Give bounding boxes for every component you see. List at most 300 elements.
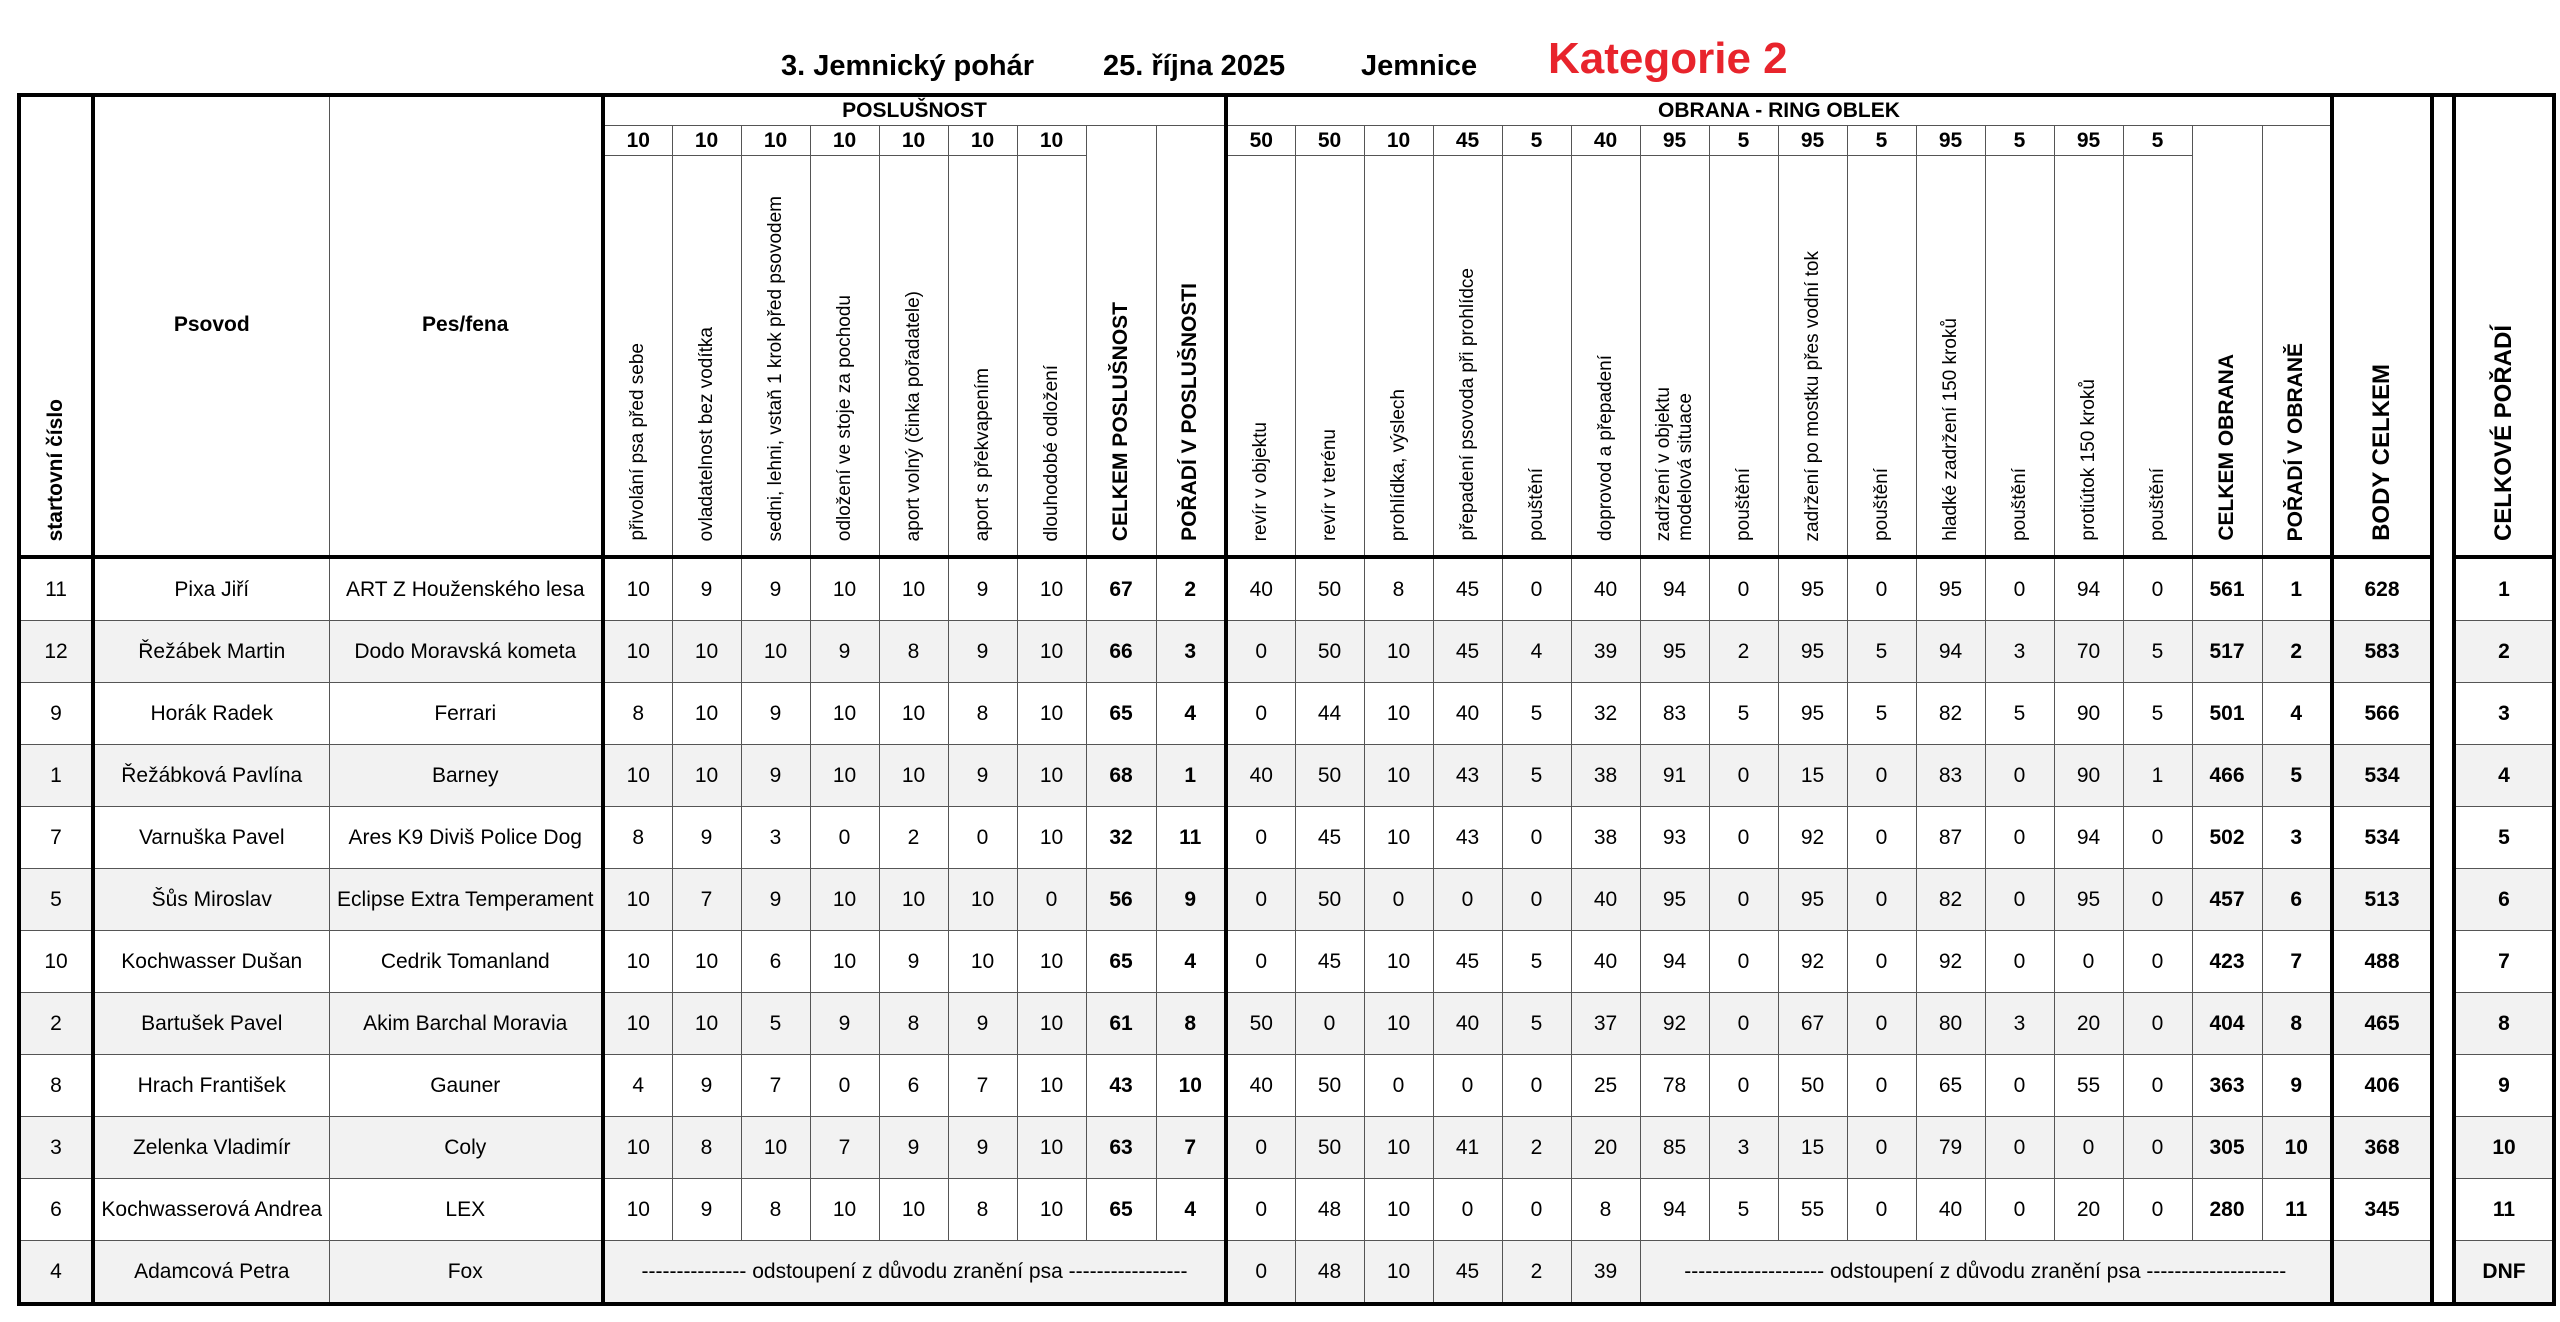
obedience-score: 8 bbox=[603, 683, 672, 745]
protection-score: 10 bbox=[1364, 1241, 1433, 1305]
protection-score: 43 bbox=[1433, 807, 1502, 869]
protection-score: 38 bbox=[1571, 807, 1640, 869]
obedience-exercise-label: dlouhodobé odložení bbox=[1040, 364, 1062, 541]
protection-score: 0 bbox=[1709, 1055, 1778, 1117]
protection-score: 0 bbox=[1709, 993, 1778, 1055]
protection-rank-header bbox=[2262, 126, 2332, 558]
protection-score: 0 bbox=[2123, 993, 2192, 1055]
obedience-score: 3 bbox=[741, 807, 810, 869]
obedience-score: 10 bbox=[879, 1179, 948, 1241]
obedience-score: 10 bbox=[603, 869, 672, 931]
protection-score: 0 bbox=[1433, 1055, 1502, 1117]
protection-score: 0 bbox=[1847, 869, 1916, 931]
protection-exercise-header bbox=[1571, 156, 1640, 558]
obedience-score: 9 bbox=[672, 557, 741, 621]
total-points bbox=[2332, 1241, 2432, 1305]
total-points-label: BODY CELKEM bbox=[2368, 364, 2395, 541]
protection-score: 10 bbox=[1364, 1179, 1433, 1241]
protection-rank: 5 bbox=[2262, 745, 2332, 807]
obedience-score: 10 bbox=[879, 745, 948, 807]
obedience-score: 10 bbox=[1017, 557, 1086, 621]
obedience-score: 8 bbox=[672, 1117, 741, 1179]
protection-score: 50 bbox=[1295, 557, 1364, 621]
protection-score: 65 bbox=[1916, 1055, 1985, 1117]
protection-score: 95 bbox=[1778, 683, 1847, 745]
protection-rank: 3 bbox=[2262, 807, 2332, 869]
protection-score: 0 bbox=[2123, 557, 2192, 621]
obedience-score: 10 bbox=[1017, 621, 1086, 683]
start-number: 12 bbox=[19, 621, 93, 683]
obedience-score: 5 bbox=[741, 993, 810, 1055]
obedience-exercise-header bbox=[948, 156, 1017, 558]
protection-exercise-label: prohlídka, výslech bbox=[1387, 388, 1409, 541]
obedience-score: 10 bbox=[810, 869, 879, 931]
obedience-score: 10 bbox=[603, 931, 672, 993]
obedience-max: 10 bbox=[948, 126, 1017, 156]
protection-exercise-label-line2: modelová situace bbox=[1674, 393, 1696, 541]
protection-score: 0 bbox=[1502, 1179, 1571, 1241]
obedience-score: 8 bbox=[948, 1179, 1017, 1241]
protection-exercise-label: revír v terénu bbox=[1318, 429, 1340, 541]
group-obedience: POSLUŠNOST bbox=[603, 95, 1226, 126]
protection-exercise-label: pouštění bbox=[2146, 468, 2168, 541]
start-number: 9 bbox=[19, 683, 93, 745]
protection-score: 0 bbox=[1985, 745, 2054, 807]
protection-score: 50 bbox=[1295, 621, 1364, 683]
gap-cell bbox=[2432, 931, 2454, 993]
protection-max: 50 bbox=[1226, 126, 1295, 156]
obedience-score: 9 bbox=[948, 745, 1017, 807]
obedience-score: 10 bbox=[672, 621, 741, 683]
obedience-exercise-header bbox=[879, 156, 948, 558]
protection-score: 0 bbox=[1709, 745, 1778, 807]
protection-score: 0 bbox=[2123, 931, 2192, 993]
overall-rank: 4 bbox=[2454, 745, 2554, 807]
protection-exercise-header bbox=[2054, 156, 2123, 558]
table-row bbox=[19, 993, 2554, 1055]
protection-score: 44 bbox=[1295, 683, 1364, 745]
protection-score: 79 bbox=[1916, 1117, 1985, 1179]
protection-max: 50 bbox=[1295, 126, 1364, 156]
protection-score: 0 bbox=[1433, 869, 1502, 931]
obedience-total-header bbox=[1086, 126, 1156, 558]
protection-score: 1 bbox=[2123, 745, 2192, 807]
protection-score: 10 bbox=[1364, 931, 1433, 993]
protection-rank: 4 bbox=[2262, 683, 2332, 745]
obedience-score: 10 bbox=[1017, 993, 1086, 1055]
protection-exercise-header bbox=[1502, 156, 1571, 558]
obedience-score: 7 bbox=[948, 1055, 1017, 1117]
protection-score: 32 bbox=[1571, 683, 1640, 745]
protection-score: 0 bbox=[2123, 1117, 2192, 1179]
protection-score: 95 bbox=[1778, 621, 1847, 683]
protection-total: 404 bbox=[2192, 993, 2262, 1055]
total-points: 406 bbox=[2332, 1055, 2432, 1117]
obedience-score: 10 bbox=[1017, 807, 1086, 869]
event-place: Jemnice bbox=[1361, 50, 1478, 82]
protection-score: 0 bbox=[1847, 1117, 1916, 1179]
protection-score: 0 bbox=[1847, 557, 1916, 621]
obedience-score: 0 bbox=[810, 807, 879, 869]
protection-score: 0 bbox=[1709, 807, 1778, 869]
obedience-score: 9 bbox=[741, 869, 810, 931]
protection-exercise-header bbox=[1433, 156, 1502, 558]
obedience-total: 63 bbox=[1086, 1117, 1156, 1179]
protection-score: 45 bbox=[1433, 621, 1502, 683]
protection-score: 67 bbox=[1778, 993, 1847, 1055]
obedience-rank-header bbox=[1156, 126, 1226, 558]
protection-total: 502 bbox=[2192, 807, 2262, 869]
obedience-score: 10 bbox=[672, 745, 741, 807]
obedience-score: 7 bbox=[672, 869, 741, 931]
total-points: 465 bbox=[2332, 993, 2432, 1055]
protection-score: 5 bbox=[1502, 931, 1571, 993]
protection-exercise-header bbox=[1916, 156, 1985, 558]
protection-exercise-header bbox=[1778, 156, 1847, 558]
obedience-exercise-header bbox=[741, 156, 810, 558]
obedience-score: 0 bbox=[948, 807, 1017, 869]
protection-score: 0 bbox=[1226, 1241, 1295, 1305]
dog-name: Dodo Moravská kometa bbox=[329, 621, 603, 683]
protection-score: 0 bbox=[1847, 1179, 1916, 1241]
table-row bbox=[19, 807, 2554, 869]
gap-cell bbox=[2432, 1055, 2454, 1117]
obedience-score: 8 bbox=[603, 807, 672, 869]
protection-score: 20 bbox=[2054, 993, 2123, 1055]
protection-score: 45 bbox=[1295, 931, 1364, 993]
protection-score: 45 bbox=[1433, 1241, 1502, 1305]
gap-cell bbox=[2432, 557, 2454, 621]
gap-cell bbox=[2432, 807, 2454, 869]
protection-exercise-header bbox=[1364, 156, 1433, 558]
handler-name: Řežábek Martin bbox=[93, 621, 329, 683]
obedience-withdrawal-note: --------------- odstoupení z důvodu zranění psa ----------------- bbox=[603, 1241, 1226, 1305]
protection-score: 0 bbox=[1226, 1179, 1295, 1241]
protection-score: 94 bbox=[2054, 557, 2123, 621]
protection-rank: 8 bbox=[2262, 993, 2332, 1055]
total-points: 345 bbox=[2332, 1179, 2432, 1241]
overall-rank: DNF bbox=[2454, 1241, 2554, 1305]
obedience-score: 8 bbox=[948, 683, 1017, 745]
obedience-score: 10 bbox=[1017, 931, 1086, 993]
obedience-score: 9 bbox=[948, 993, 1017, 1055]
obedience-total: 43 bbox=[1086, 1055, 1156, 1117]
protection-score: 0 bbox=[1502, 807, 1571, 869]
obedience-score: 9 bbox=[810, 993, 879, 1055]
dog-name: Akim Barchal Moravia bbox=[329, 993, 603, 1055]
overall-rank: 3 bbox=[2454, 683, 2554, 745]
protection-score: 45 bbox=[1433, 557, 1502, 621]
protection-score: 40 bbox=[1916, 1179, 1985, 1241]
protection-rank: 11 bbox=[2262, 1179, 2332, 1241]
obedience-score: 10 bbox=[603, 1179, 672, 1241]
protection-score: 10 bbox=[1364, 621, 1433, 683]
protection-score: 3 bbox=[1985, 621, 2054, 683]
start-number: 8 bbox=[19, 1055, 93, 1117]
table-row bbox=[19, 557, 2554, 621]
obedience-score: 4 bbox=[603, 1055, 672, 1117]
obedience-score: 8 bbox=[741, 1179, 810, 1241]
protection-total: 423 bbox=[2192, 931, 2262, 993]
gap-cell bbox=[2432, 745, 2454, 807]
dog-name: Barney bbox=[329, 745, 603, 807]
protection-total: 501 bbox=[2192, 683, 2262, 745]
protection-exercise-header bbox=[1295, 156, 1364, 558]
obedience-score: 10 bbox=[672, 683, 741, 745]
obedience-rank: 7 bbox=[1156, 1117, 1226, 1179]
protection-score: 90 bbox=[2054, 745, 2123, 807]
obedience-exercise-header bbox=[810, 156, 879, 558]
dog-name: Cedrik Tomanland bbox=[329, 931, 603, 993]
protection-score: 0 bbox=[1985, 931, 2054, 993]
protection-score: 48 bbox=[1295, 1241, 1364, 1305]
protection-score: 85 bbox=[1640, 1117, 1709, 1179]
obedience-score: 10 bbox=[810, 931, 879, 993]
handler-name: Šůs Miroslav bbox=[93, 869, 329, 931]
overall-rank: 5 bbox=[2454, 807, 2554, 869]
obedience-exercise-label: sedni, lehni, vstaň 1 krok před psovodem bbox=[764, 195, 786, 541]
gap-cell bbox=[2432, 1117, 2454, 1179]
protection-score: 38 bbox=[1571, 745, 1640, 807]
protection-score: 5 bbox=[1502, 745, 1571, 807]
obedience-total: 66 bbox=[1086, 621, 1156, 683]
table-row bbox=[19, 1055, 2554, 1117]
dog-name: Eclipse Extra Temperament bbox=[329, 869, 603, 931]
protection-withdrawal-note: -------------------- odstoupení z důvodu zranění psa -------------------- bbox=[1640, 1241, 2332, 1305]
protection-score: 50 bbox=[1295, 745, 1364, 807]
protection-score: 39 bbox=[1571, 1241, 1640, 1305]
obedience-rank: 4 bbox=[1156, 931, 1226, 993]
table-row bbox=[19, 869, 2554, 931]
protection-score: 80 bbox=[1916, 993, 1985, 1055]
obedience-rank: 4 bbox=[1156, 683, 1226, 745]
protection-score: 0 bbox=[1847, 993, 1916, 1055]
gap-cell bbox=[2432, 683, 2454, 745]
protection-score: 92 bbox=[1778, 931, 1847, 993]
protection-score: 37 bbox=[1571, 993, 1640, 1055]
protection-score: 4 bbox=[1502, 621, 1571, 683]
protection-score: 40 bbox=[1433, 993, 1502, 1055]
total-points: 628 bbox=[2332, 557, 2432, 621]
protection-score: 83 bbox=[1640, 683, 1709, 745]
overall-rank: 11 bbox=[2454, 1179, 2554, 1241]
protection-rank: 1 bbox=[2262, 557, 2332, 621]
obedience-exercise-label: ovladatelnost bez vodítka bbox=[695, 326, 717, 541]
protection-score: 39 bbox=[1571, 621, 1640, 683]
obedience-score: 2 bbox=[879, 807, 948, 869]
dog-name: Ares K9 Diviš Police Dog bbox=[329, 807, 603, 869]
gap-cell bbox=[2432, 1179, 2454, 1241]
obedience-rank: 1 bbox=[1156, 745, 1226, 807]
start-number: 3 bbox=[19, 1117, 93, 1179]
protection-score: 20 bbox=[1571, 1117, 1640, 1179]
protection-score: 50 bbox=[1295, 1055, 1364, 1117]
protection-score: 5 bbox=[1502, 993, 1571, 1055]
protection-score: 10 bbox=[1364, 745, 1433, 807]
obedience-score: 9 bbox=[948, 1117, 1017, 1179]
obedience-score: 10 bbox=[603, 745, 672, 807]
obedience-score: 10 bbox=[672, 931, 741, 993]
obedience-score: 10 bbox=[879, 869, 948, 931]
protection-score: 0 bbox=[1226, 621, 1295, 683]
protection-score: 3 bbox=[1985, 993, 2054, 1055]
overall-rank-header bbox=[2454, 95, 2554, 557]
obedience-score: 9 bbox=[741, 745, 810, 807]
title-bar bbox=[0, 30, 2560, 90]
protection-rank: 10 bbox=[2262, 1117, 2332, 1179]
protection-score: 0 bbox=[1226, 807, 1295, 869]
obedience-score: 0 bbox=[810, 1055, 879, 1117]
protection-score: 55 bbox=[1778, 1179, 1847, 1241]
protection-score: 0 bbox=[1847, 745, 1916, 807]
protection-score: 15 bbox=[1778, 1117, 1847, 1179]
overall-rank-label: CELKOVÉ POŘADÍ bbox=[2490, 324, 2517, 541]
protection-max: 5 bbox=[1985, 126, 2054, 156]
protection-exercise-header bbox=[1226, 156, 1295, 558]
protection-score: 10 bbox=[1364, 1117, 1433, 1179]
obedience-score: 10 bbox=[810, 745, 879, 807]
protection-score: 92 bbox=[1778, 807, 1847, 869]
obedience-max: 10 bbox=[672, 126, 741, 156]
overall-rank: 1 bbox=[2454, 557, 2554, 621]
handler-name: Zelenka Vladimír bbox=[93, 1117, 329, 1179]
protection-rank: 7 bbox=[2262, 931, 2332, 993]
obedience-max: 10 bbox=[879, 126, 948, 156]
protection-score: 5 bbox=[1985, 683, 2054, 745]
obedience-max: 10 bbox=[810, 126, 879, 156]
protection-score: 94 bbox=[1640, 1179, 1709, 1241]
obedience-rank: 9 bbox=[1156, 869, 1226, 931]
table-row bbox=[19, 621, 2554, 683]
obedience-total: 65 bbox=[1086, 683, 1156, 745]
obedience-rank: 8 bbox=[1156, 993, 1226, 1055]
protection-exercise-label: pouštění bbox=[1870, 468, 1892, 541]
protection-score: 91 bbox=[1640, 745, 1709, 807]
protection-exercise-header bbox=[1709, 156, 1778, 558]
table-row bbox=[19, 683, 2554, 745]
gap-cell bbox=[2432, 869, 2454, 931]
protection-score: 95 bbox=[1640, 869, 1709, 931]
protection-score: 95 bbox=[2054, 869, 2123, 931]
obedience-score: 10 bbox=[948, 869, 1017, 931]
protection-score: 0 bbox=[1709, 869, 1778, 931]
obedience-score: 8 bbox=[879, 621, 948, 683]
obedience-score: 0 bbox=[1017, 869, 1086, 931]
dog-name: ART Z Houženského lesa bbox=[329, 557, 603, 621]
obedience-score: 9 bbox=[948, 557, 1017, 621]
protection-exercise-label: přepadení psovoda při prohlídce bbox=[1456, 268, 1478, 541]
total-points: 488 bbox=[2332, 931, 2432, 993]
protection-score: 0 bbox=[1502, 869, 1571, 931]
obedience-exercise-label: odložení ve stoje za pochodu bbox=[833, 294, 855, 541]
table-row bbox=[19, 745, 2554, 807]
protection-score: 95 bbox=[1640, 621, 1709, 683]
protection-score: 0 bbox=[1985, 869, 2054, 931]
protection-score: 78 bbox=[1640, 1055, 1709, 1117]
protection-total: 561 bbox=[2192, 557, 2262, 621]
protection-score: 0 bbox=[1847, 1055, 1916, 1117]
protection-total: 305 bbox=[2192, 1117, 2262, 1179]
protection-score: 82 bbox=[1916, 683, 1985, 745]
protection-score: 0 bbox=[1709, 557, 1778, 621]
protection-score: 94 bbox=[2054, 807, 2123, 869]
protection-score: 0 bbox=[1226, 931, 1295, 993]
protection-max: 10 bbox=[1364, 126, 1433, 156]
obedience-score: 10 bbox=[603, 621, 672, 683]
protection-exercise-header bbox=[2123, 156, 2192, 558]
protection-score: 0 bbox=[1502, 557, 1571, 621]
total-points: 513 bbox=[2332, 869, 2432, 931]
protection-score: 0 bbox=[1709, 931, 1778, 993]
obedience-score: 9 bbox=[741, 557, 810, 621]
total-points: 583 bbox=[2332, 621, 2432, 683]
protection-score: 0 bbox=[2054, 931, 2123, 993]
obedience-score: 10 bbox=[603, 993, 672, 1055]
obedience-score: 10 bbox=[810, 557, 879, 621]
protection-score: 0 bbox=[1847, 931, 1916, 993]
obedience-score: 10 bbox=[810, 1179, 879, 1241]
protection-score: 94 bbox=[1916, 621, 1985, 683]
obedience-score: 8 bbox=[879, 993, 948, 1055]
protection-score: 87 bbox=[1916, 807, 1985, 869]
dog-name: Coly bbox=[329, 1117, 603, 1179]
protection-score: 95 bbox=[1778, 557, 1847, 621]
obedience-rank-label: POŘADÍ V POSLUŠNOSTI bbox=[1178, 283, 1202, 541]
protection-exercise-label: doprovod a přepadení bbox=[1594, 355, 1616, 541]
obedience-score: 10 bbox=[879, 683, 948, 745]
table-row-dnf bbox=[19, 1241, 2554, 1305]
protection-score: 25 bbox=[1571, 1055, 1640, 1117]
obedience-score: 9 bbox=[672, 1179, 741, 1241]
table-row bbox=[19, 1117, 2554, 1179]
gap-column bbox=[2432, 95, 2454, 557]
obedience-total: 65 bbox=[1086, 1179, 1156, 1241]
protection-total: 363 bbox=[2192, 1055, 2262, 1117]
protection-max: 5 bbox=[1502, 126, 1571, 156]
dog-header: Pes/fena bbox=[329, 95, 603, 557]
protection-score: 50 bbox=[1295, 1117, 1364, 1179]
obedience-score: 6 bbox=[879, 1055, 948, 1117]
obedience-rank: 2 bbox=[1156, 557, 1226, 621]
protection-score: 40 bbox=[1571, 931, 1640, 993]
protection-exercise-header bbox=[1847, 156, 1916, 558]
obedience-score: 9 bbox=[672, 1055, 741, 1117]
protection-score: 93 bbox=[1640, 807, 1709, 869]
handler-name: Bartušek Pavel bbox=[93, 993, 329, 1055]
protection-total: 466 bbox=[2192, 745, 2262, 807]
protection-score: 3 bbox=[1709, 1117, 1778, 1179]
group-protection: OBRANA - RING OBLEK bbox=[1226, 95, 2332, 126]
protection-score: 10 bbox=[1364, 807, 1433, 869]
protection-score: 48 bbox=[1295, 1179, 1364, 1241]
obedience-score: 9 bbox=[948, 621, 1017, 683]
protection-score: 0 bbox=[1985, 1055, 2054, 1117]
overall-rank: 6 bbox=[2454, 869, 2554, 931]
dog-name: Ferrari bbox=[329, 683, 603, 745]
obedience-total: 32 bbox=[1086, 807, 1156, 869]
protection-max: 40 bbox=[1571, 126, 1640, 156]
obedience-score: 9 bbox=[810, 621, 879, 683]
protection-total: 517 bbox=[2192, 621, 2262, 683]
start-number: 7 bbox=[19, 807, 93, 869]
obedience-score: 10 bbox=[603, 1117, 672, 1179]
protection-score: 5 bbox=[1709, 1179, 1778, 1241]
obedience-score: 10 bbox=[672, 993, 741, 1055]
protection-score: 0 bbox=[1226, 683, 1295, 745]
obedience-score: 10 bbox=[1017, 745, 1086, 807]
obedience-exercise-label: aport s překvapením bbox=[971, 367, 993, 541]
protection-score: 40 bbox=[1433, 683, 1502, 745]
